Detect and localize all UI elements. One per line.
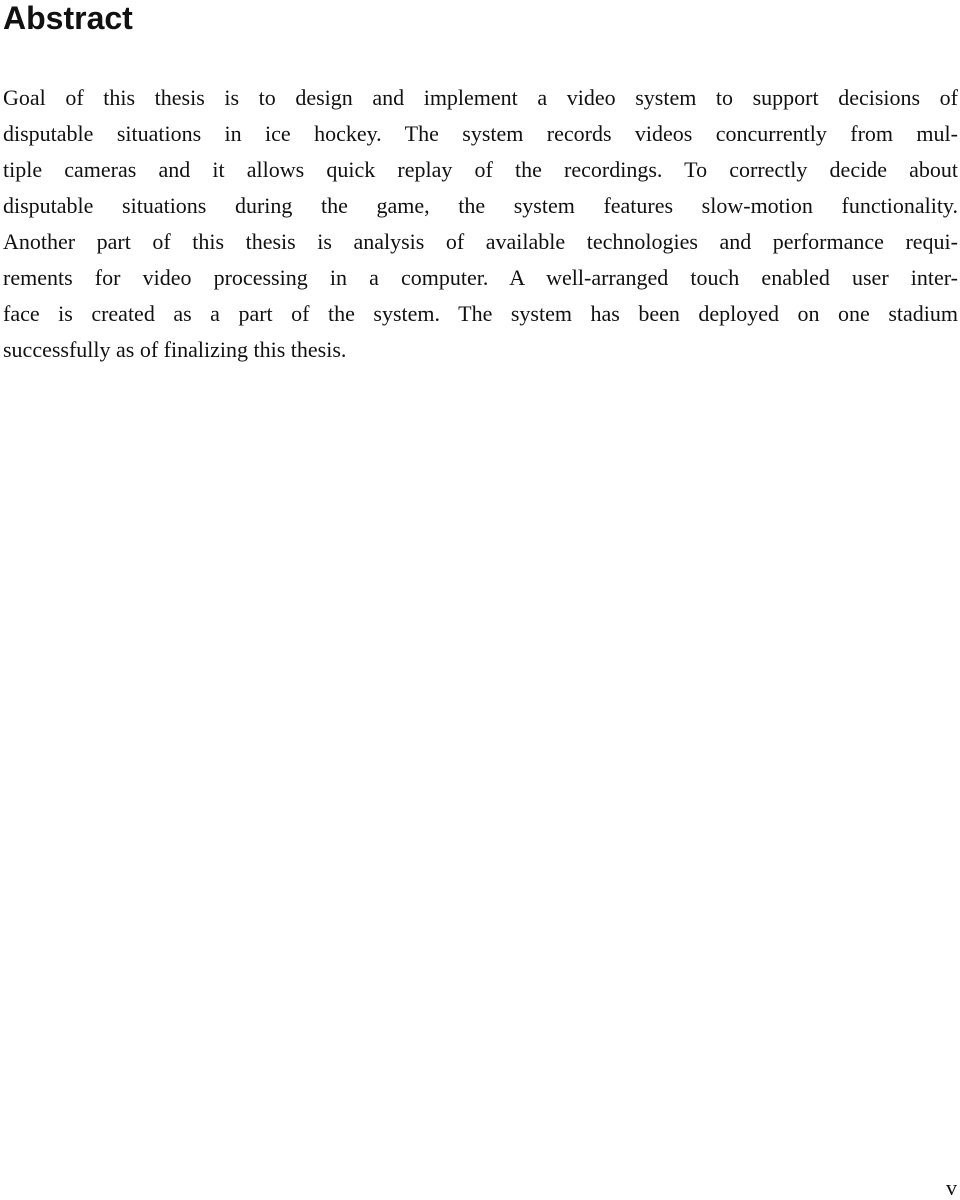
paragraph-line: disputable situations in ice hockey. The system records videos concurrently from mul- xyxy=(3,121,958,146)
abstract-paragraph xyxy=(3,80,960,368)
paragraph-line: Goal of this thesis is to design and implement a video system to support decisions of xyxy=(3,85,958,110)
paragraph-line: disputable situations during the game, the system features slow-motion functionality. xyxy=(3,193,958,218)
paragraph-line: Another part of this thesis is analysis of available technologies and performance requi- xyxy=(3,229,958,254)
section-heading: Abstract xyxy=(3,0,133,36)
paragraph-line: successfully as of finalizing this thesis. xyxy=(3,337,347,362)
paragraph-line: face is created as a part of the system. The system has been deployed on one stadium xyxy=(3,301,958,326)
paragraph-line: tiple cameras and it allows quick replay of the recordings. To correctly decide about xyxy=(3,157,958,182)
page-number: v xyxy=(946,1175,957,1200)
paragraph-line: rements for video processing in a computer. A well-arranged touch enabled user inter- xyxy=(3,265,958,290)
